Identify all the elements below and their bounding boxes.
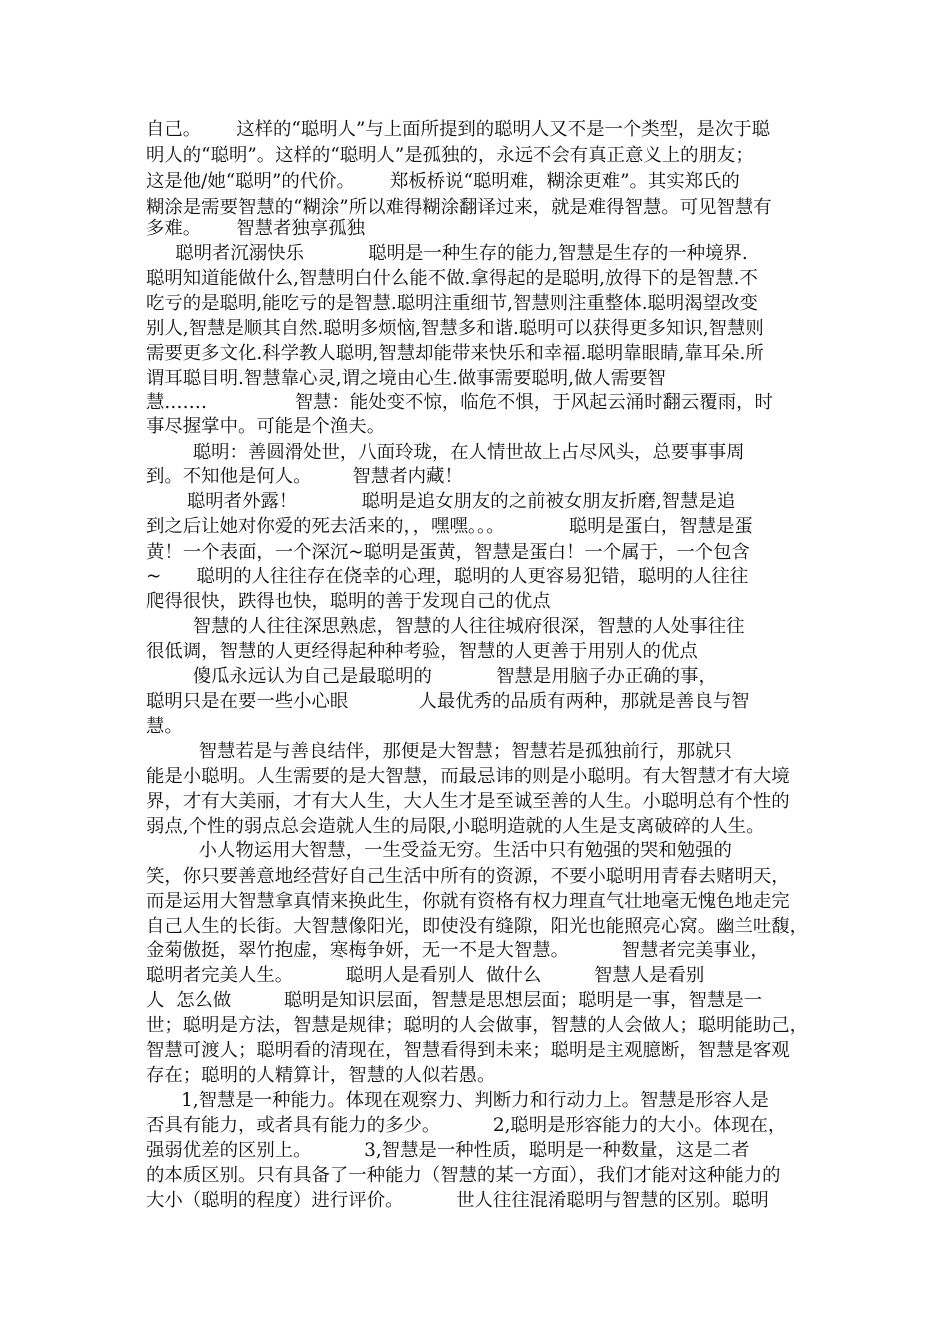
text-line: 自己。 这样的“聪明人”与上面所提到的聪明人又不是一个类型，是次于聪 (146, 119, 770, 140)
text-line: 很低调，智慧的人更经得起种种考验，智慧的人更善于用别人的优点 (146, 641, 698, 662)
text-line: 事尽握掌中。可能是个渔夫。 (146, 416, 386, 437)
text-line: 聪明知道能做什么,智慧明白什么能不做.拿得起的是聪明,放得下的是智慧.不 (146, 268, 758, 289)
text-line: 聪明者沉溺快乐 聪明是一种生存的能力,智慧是生存的一种境界. (146, 243, 748, 264)
text-line: 多难。 智慧者独享孤独 (146, 218, 365, 239)
text-line: 黄！一个表面，一个深沉~聪明是蛋黄，智慧是蛋白！一个属于，一个包含 (146, 542, 750, 563)
text-line: 强弱优差的区别上。 3,智慧是一种性质，聪明是一种数量，这是二者 (146, 1140, 750, 1161)
text-line: 聪明只是在要一些小心眼 人最优秀的品质有两种，那就是善良与智 (146, 691, 750, 712)
text-line: ~ 聪明的人往往存在侥幸的心理，聪明的人更容易犯错，聪明的人往往 (146, 566, 749, 587)
text-line: 吃亏的是聪明,能吃亏的是智慧.聪明注重细节,智慧则注重整体.聪明渴望改变 (146, 293, 758, 314)
text-line: 别人,智慧是顺其自然.聪明多烦恼,智慧多和谐.聪明可以获得更多知识,智慧则 (146, 318, 764, 339)
text-line: 世；聪明是方法，智慧是规律；聪明的人会做事，智慧的人会做人；聪明能助己， (146, 1015, 809, 1036)
text-line: 大小（聪明的程度）进行评价。 世人往往混淆聪明与智慧的区别。聪明 (146, 1190, 769, 1211)
text-line: 明人的“聪明”。这样的“聪明人”是孤独的，永远不会有真正意义上的朋友； (146, 145, 754, 166)
text-line: 能是小聪明。人生需要的是大智慧，而最忌讳的则是小聪明。有大智慧才有大境 (146, 766, 790, 787)
text-line: 需要更多文化.科学教人聪明,智慧却能带来快乐和幸福.聪明靠眼睛,靠耳朵.所 (146, 343, 764, 364)
text-line: 糊涂是需要智慧的“糊涂”所以难得糊涂翻译过来，就是难得智慧。可见智慧有 (146, 197, 772, 218)
text-line: 慧。 (146, 716, 183, 737)
text-line: 笑，你只要善意地经营好自己生活中所有的资源，不要小聪明用青春去赌明天， (146, 866, 790, 887)
text-line: 智慧若是与善良结伴，那便是大智慧；智慧若是孤独前行，那就只 (146, 741, 732, 762)
text-line: 聪明：善圆滑处世，八面玲珑，在人情世故上占尽风头，总要事事周 (146, 442, 745, 463)
text-line: 否具有能力，或者具有能力的多少。 2,聪明是形容能力的大小。体现在， (146, 1115, 787, 1136)
text-line: 聪明者完美人生。 聪明人是看别人 做什么 智慧人是看别 (146, 965, 705, 986)
text-line: 这是他/她“聪明”的代价。 郑板桥说“聪明难，糊涂更难”。其实郑氏的 (146, 171, 740, 192)
text-line: 弱点,个性的弱点总会造就人生的局限,小聪明造就的人生是支离破碎的人生。 (146, 816, 765, 837)
text-line: 慧.…… 智慧：能处变不惊，临危不惧，于风起云涌时翻云覆雨，时 (146, 392, 773, 413)
text-line: 爬得很快，跌得也快，聪明的善于发现自己的优点 (146, 591, 551, 612)
text-line: 金菊傲挺，翠竹抱虚，寒梅争妍，无一不是大智慧。 智慧者完美事业， (146, 940, 769, 961)
text-line: 到。不知他是何人。 智慧者内藏！ (146, 466, 463, 487)
text-line: 谓耳聪目明.智慧靠心灵,谓之境由心生.做事需要聪明,做人需要智 (146, 368, 666, 389)
text-line: 智慧的人往往深思熟虑，智慧的人往往城府很深，智慧的人处事往往 (146, 616, 745, 637)
text-line: 而是运用大智慧拿真情来换此生，你就有资格有权力理直气壮地毫无愧色地走完 (146, 891, 790, 912)
text-line: 人 怎么做 聪明是知识层面，智慧是思想层面；聪明是一事，智慧是一 (146, 990, 763, 1011)
text-line: 傻瓜永远认为自己是最聪明的 智慧是用脑子办正确的事， (146, 666, 717, 687)
text-line: 的本质区别。只有具备了一种能力（智慧的某一方面），我们才能对这种能力的 (146, 1165, 781, 1186)
text-line: 小人物运用大智慧，一生受益无穷。生活中只有勉强的哭和勉强的 (146, 840, 732, 861)
text-line: 自己人生的长街。大智慧像阳光，即使没有缝隙，阳光也能照亮心窝。幽兰吐馥， (146, 916, 809, 937)
text-line: 智慧可渡人；聪明看的清现在，智慧看得到未来；聪明是主观臆断，智慧是客观 (146, 1040, 790, 1061)
text-line: 界，才有大美丽，才有大人生，大人生才是至诚至善的人生。小聪明总有个性的 (146, 791, 790, 812)
text-line: 1,智慧是一种能力。体现在观察力、判断力和行动力上。智慧是形容人是 (146, 1090, 769, 1111)
text-line: 到之后让她对你爱的死去活来的，，嘿嘿。。。 聪明是蛋白，智慧是蛋 (146, 516, 753, 537)
text-line: 聪明者外露！ 聪明是追女朋友的之前被女朋友折磨,智慧是追 (146, 491, 736, 512)
text-line: 存在；聪明的人精算计，智慧的人似若愚。 (146, 1065, 496, 1086)
